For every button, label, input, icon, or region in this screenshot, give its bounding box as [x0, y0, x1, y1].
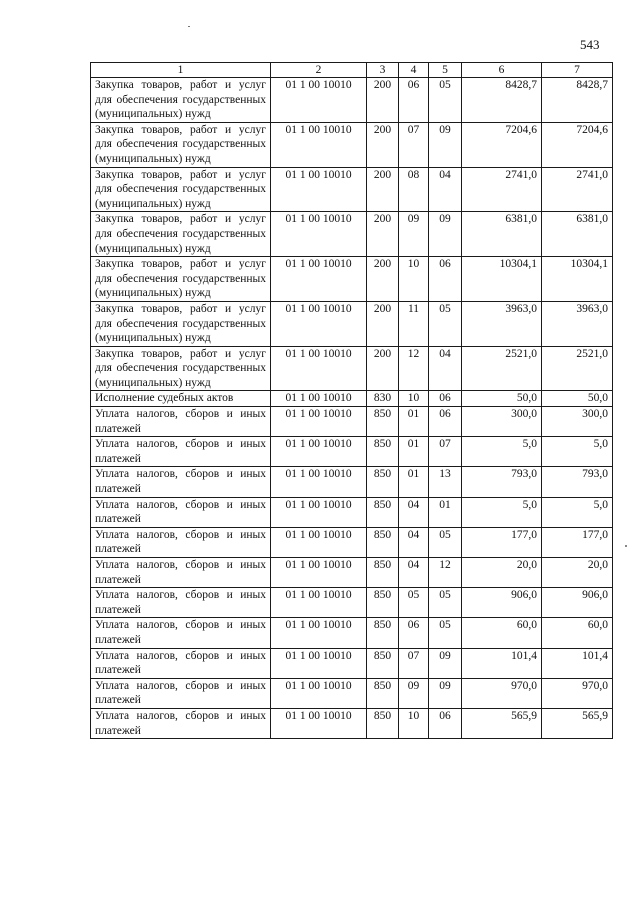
- amount-cell: 5,0: [462, 437, 542, 467]
- subsection-code-cell: 06: [429, 407, 462, 437]
- expense-type-code-cell: 200: [367, 346, 399, 391]
- expense-type-code-cell: 850: [367, 407, 399, 437]
- amount-cell: 6381,0: [462, 212, 542, 257]
- amount-cell: 177,0: [462, 527, 542, 557]
- table-row: [91, 708, 613, 738]
- table-row: [91, 558, 613, 588]
- section-code-cell: 04: [399, 527, 429, 557]
- table-row: [91, 648, 613, 678]
- target-article-code-cell: 01 1 00 10010: [271, 497, 367, 527]
- section-code-cell: 11: [399, 301, 429, 346]
- target-article-code-cell: 01 1 00 10010: [271, 527, 367, 557]
- subsection-code-cell: 09: [429, 212, 462, 257]
- expense-type-code-cell: 200: [367, 167, 399, 212]
- amount-cell: 793,0: [462, 467, 542, 497]
- amount-cell: 970,0: [542, 678, 613, 708]
- amount-cell: 10304,1: [542, 257, 613, 302]
- target-article-code-cell: 01 1 00 10010: [271, 678, 367, 708]
- target-article-code-cell: 01 1 00 10010: [271, 618, 367, 648]
- target-article-code-cell: 01 1 00 10010: [271, 558, 367, 588]
- section-code-cell: 01: [399, 407, 429, 437]
- subsection-code-cell: 04: [429, 167, 462, 212]
- target-article-code-cell: 01 1 00 10010: [271, 648, 367, 678]
- table-row: [91, 588, 613, 618]
- expense-name-cell: Исполнение судебных актов: [91, 391, 271, 407]
- amount-cell: 50,0: [542, 391, 613, 407]
- expense-type-code-cell: 200: [367, 257, 399, 302]
- section-code-cell: 10: [399, 391, 429, 407]
- subsection-code-cell: 01: [429, 497, 462, 527]
- expense-type-code-cell: 200: [367, 78, 399, 123]
- expense-name-cell: Уплата налогов, сборов и иных платежей: [91, 437, 271, 467]
- amount-cell: 60,0: [462, 618, 542, 648]
- expense-type-code-cell: 850: [367, 467, 399, 497]
- column-header: 6: [462, 63, 542, 78]
- amount-cell: 300,0: [462, 407, 542, 437]
- subsection-code-cell: 05: [429, 618, 462, 648]
- table-row: [91, 301, 613, 346]
- amount-cell: 10304,1: [462, 257, 542, 302]
- section-code-cell: 10: [399, 257, 429, 302]
- table-row: [91, 122, 613, 167]
- table-row: [91, 437, 613, 467]
- target-article-code-cell: 01 1 00 10010: [271, 346, 367, 391]
- target-article-code-cell: 01 1 00 10010: [271, 122, 367, 167]
- subsection-code-cell: 09: [429, 122, 462, 167]
- table-header-row: [91, 63, 613, 78]
- target-article-code-cell: 01 1 00 10010: [271, 301, 367, 346]
- section-code-cell: 07: [399, 122, 429, 167]
- target-article-code-cell: 01 1 00 10010: [271, 467, 367, 497]
- expense-name-cell: Закупка товаров, работ и услуг для обеспечения государственных (муниципальных) нужд: [91, 257, 271, 302]
- expense-name-cell: Уплата налогов, сборов и иных платежей: [91, 648, 271, 678]
- section-code-cell: 05: [399, 588, 429, 618]
- expense-type-code-cell: 200: [367, 301, 399, 346]
- table-row: [91, 467, 613, 497]
- table-row: [91, 618, 613, 648]
- expense-type-code-cell: 850: [367, 558, 399, 588]
- expense-name-cell: Уплата налогов, сборов и иных платежей: [91, 407, 271, 437]
- column-header: 7: [542, 63, 613, 78]
- amount-cell: 970,0: [462, 678, 542, 708]
- amount-cell: 7204,6: [542, 122, 613, 167]
- amount-cell: 5,0: [542, 437, 613, 467]
- expense-name-cell: Закупка товаров, работ и услуг для обеспечения государственных (муниципальных) нужд: [91, 212, 271, 257]
- page-number: 543: [580, 37, 600, 52]
- amount-cell: 7204,6: [462, 122, 542, 167]
- table-row: [91, 678, 613, 708]
- section-code-cell: 10: [399, 708, 429, 738]
- expense-name-cell: Уплата налогов, сборов и иных платежей: [91, 497, 271, 527]
- column-header: 4: [399, 63, 429, 78]
- target-article-code-cell: 01 1 00 10010: [271, 588, 367, 618]
- subsection-code-cell: 12: [429, 558, 462, 588]
- amount-cell: 3963,0: [462, 301, 542, 346]
- budget-table: [90, 62, 613, 739]
- section-code-cell: 01: [399, 437, 429, 467]
- expense-name-cell: Уплата налогов, сборов и иных платежей: [91, 558, 271, 588]
- section-code-cell: 07: [399, 648, 429, 678]
- amount-cell: 50,0: [462, 391, 542, 407]
- expense-name-cell: Уплата налогов, сборов и иных платежей: [91, 588, 271, 618]
- subsection-code-cell: 13: [429, 467, 462, 497]
- expense-name-cell: Уплата налогов, сборов и иных платежей: [91, 467, 271, 497]
- section-code-cell: 01: [399, 467, 429, 497]
- subsection-code-cell: 07: [429, 437, 462, 467]
- expense-type-code-cell: 200: [367, 212, 399, 257]
- section-code-cell: 08: [399, 167, 429, 212]
- amount-cell: 300,0: [542, 407, 613, 437]
- expense-type-code-cell: 850: [367, 497, 399, 527]
- target-article-code-cell: 01 1 00 10010: [271, 708, 367, 738]
- column-header: 5: [429, 63, 462, 78]
- target-article-code-cell: 01 1 00 10010: [271, 391, 367, 407]
- target-article-code-cell: 01 1 00 10010: [271, 407, 367, 437]
- subsection-code-cell: 05: [429, 527, 462, 557]
- amount-cell: 3963,0: [542, 301, 613, 346]
- column-header: 3: [367, 63, 399, 78]
- amount-cell: 906,0: [542, 588, 613, 618]
- amount-cell: 60,0: [542, 618, 613, 648]
- expense-name-cell: Уплата налогов, сборов и иных платежей: [91, 678, 271, 708]
- scan-speck: [625, 545, 627, 547]
- target-article-code-cell: 01 1 00 10010: [271, 167, 367, 212]
- amount-cell: 2741,0: [462, 167, 542, 212]
- section-code-cell: 06: [399, 78, 429, 123]
- expense-name-cell: Закупка товаров, работ и услуг для обеспечения государственных (муниципальных) нужд: [91, 346, 271, 391]
- target-article-code-cell: 01 1 00 10010: [271, 437, 367, 467]
- amount-cell: 565,9: [462, 708, 542, 738]
- table-row: [91, 257, 613, 302]
- expense-type-code-cell: 850: [367, 678, 399, 708]
- table-row: [91, 212, 613, 257]
- amount-cell: 101,4: [542, 648, 613, 678]
- amount-cell: 6381,0: [542, 212, 613, 257]
- column-header: 2: [271, 63, 367, 78]
- expense-type-code-cell: 850: [367, 648, 399, 678]
- table-row: [91, 391, 613, 407]
- subsection-code-cell: 05: [429, 588, 462, 618]
- column-header: 1: [91, 63, 271, 78]
- expense-type-code-cell: 200: [367, 122, 399, 167]
- expense-name-cell: Уплата налогов, сборов и иных платежей: [91, 527, 271, 557]
- amount-cell: 565,9: [542, 708, 613, 738]
- section-code-cell: 09: [399, 678, 429, 708]
- expense-name-cell: Закупка товаров, работ и услуг для обеспечения государственных (муниципальных) нужд: [91, 122, 271, 167]
- expense-type-code-cell: 830: [367, 391, 399, 407]
- expense-name-cell: Закупка товаров, работ и услуг для обеспечения государственных (муниципальных) нужд: [91, 78, 271, 123]
- table-row: [91, 497, 613, 527]
- amount-cell: 906,0: [462, 588, 542, 618]
- subsection-code-cell: 05: [429, 301, 462, 346]
- amount-cell: 177,0: [542, 527, 613, 557]
- expense-type-code-cell: 850: [367, 588, 399, 618]
- expense-name-cell: Уплата налогов, сборов и иных платежей: [91, 708, 271, 738]
- expense-name-cell: Уплата налогов, сборов и иных платежей: [91, 618, 271, 648]
- amount-cell: 20,0: [542, 558, 613, 588]
- table-row: [91, 407, 613, 437]
- amount-cell: 20,0: [462, 558, 542, 588]
- expense-name-cell: Закупка товаров, работ и услуг для обеспечения государственных (муниципальных) нужд: [91, 301, 271, 346]
- table-row: [91, 78, 613, 123]
- amount-cell: 2521,0: [542, 346, 613, 391]
- section-code-cell: 04: [399, 497, 429, 527]
- subsection-code-cell: 05: [429, 78, 462, 123]
- table-row: [91, 346, 613, 391]
- amount-cell: 5,0: [462, 497, 542, 527]
- subsection-code-cell: 06: [429, 708, 462, 738]
- amount-cell: 5,0: [542, 497, 613, 527]
- subsection-code-cell: 04: [429, 346, 462, 391]
- expense-type-code-cell: 850: [367, 437, 399, 467]
- subsection-code-cell: 06: [429, 257, 462, 302]
- amount-cell: 8428,7: [542, 78, 613, 123]
- amount-cell: 101,4: [462, 648, 542, 678]
- table-row: [91, 167, 613, 212]
- expense-type-code-cell: 850: [367, 708, 399, 738]
- expense-name-cell: Закупка товаров, работ и услуг для обеспечения государственных (муниципальных) нужд: [91, 167, 271, 212]
- expense-type-code-cell: 850: [367, 527, 399, 557]
- section-code-cell: 12: [399, 346, 429, 391]
- amount-cell: 2521,0: [462, 346, 542, 391]
- target-article-code-cell: 01 1 00 10010: [271, 78, 367, 123]
- target-article-code-cell: 01 1 00 10010: [271, 257, 367, 302]
- target-article-code-cell: 01 1 00 10010: [271, 212, 367, 257]
- subsection-code-cell: 06: [429, 391, 462, 407]
- amount-cell: 793,0: [542, 467, 613, 497]
- section-code-cell: 06: [399, 618, 429, 648]
- expense-type-code-cell: 850: [367, 618, 399, 648]
- amount-cell: 8428,7: [462, 78, 542, 123]
- section-code-cell: 09: [399, 212, 429, 257]
- scan-speck: [188, 26, 190, 27]
- subsection-code-cell: 09: [429, 678, 462, 708]
- table-row: [91, 527, 613, 557]
- section-code-cell: 04: [399, 558, 429, 588]
- subsection-code-cell: 09: [429, 648, 462, 678]
- amount-cell: 2741,0: [542, 167, 613, 212]
